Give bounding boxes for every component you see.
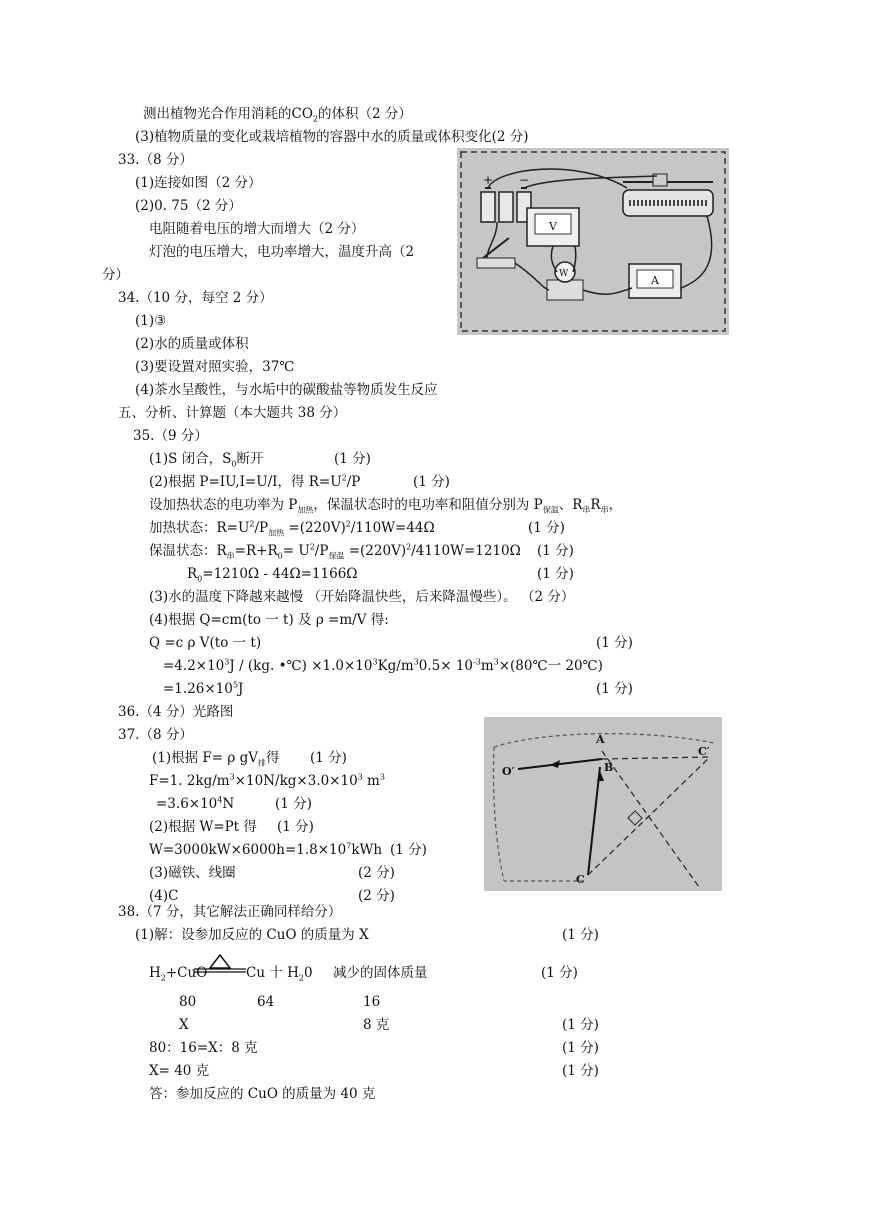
- text-line: 设加热状态的电功率为 $P_{加热}$，保温状态时的电功率和阻值分别为 $P_{保温}$、$R_串R_串$，: [149, 497, 623, 515]
- switch-icon: [477, 238, 515, 268]
- text-line: 灯泡的电压增大，电功率增大，温度升高（2: [149, 244, 415, 260]
- text-line: (3)要设置对照实验，37℃: [135, 359, 295, 375]
- text-line: (1)解：设参加反应的 CuO 的质量为 X: [135, 927, 369, 943]
- score-mark: (1 分): [562, 1063, 599, 1079]
- lamp-icon: [547, 262, 583, 300]
- text-line: (1)S 闭合，$S_0$断开: [149, 451, 264, 469]
- score-mark: (1 分): [277, 819, 314, 835]
- question-35-header: 35.（9 分）: [133, 428, 208, 444]
- rheostat-icon: [623, 174, 713, 216]
- svg-text:B: B: [604, 761, 614, 774]
- text-line: $=4.2\times 10^3J / (kg$. •℃) $\times 1.0\times 10^3Kg/m^30.5\times$ $10^{-3}m^3\times(80℃$一 20℃): [163, 657, 603, 674]
- score-mark: (1 分): [310, 750, 347, 766]
- svg-text:+: +: [483, 173, 494, 187]
- text-line: $=3.6\times 10^4N$: [156, 795, 235, 812]
- text-line: F=1. $2kg/m^3\times 10N/kg\times 3.0\times 10^3$ $m^3$: [149, 772, 385, 789]
- text-line: (4)茶水呈酸性，与水垢中的碳酸盐等物质发生反应: [135, 382, 438, 398]
- svg-text:O′: O′: [502, 765, 515, 778]
- svg-text:C: C: [576, 873, 585, 886]
- svg-text:V: V: [549, 220, 557, 233]
- score-mark: (1 分): [562, 1040, 599, 1056]
- text-line: 分）: [102, 267, 129, 283]
- score-mark: (1 分): [562, 927, 599, 943]
- chemical-equation: $H_2+CuO$: [149, 965, 208, 983]
- svg-text:A: A: [596, 733, 605, 746]
- question-34-header: 34.（10 分，每空 2 分）: [118, 290, 273, 306]
- text-line: 测出植物光合作用消耗的$CO_2$的体积（2 分）: [143, 106, 412, 124]
- text-line: 16: [363, 994, 381, 1010]
- score-mark: (1 分): [390, 842, 427, 858]
- score-mark: (1 分): [275, 796, 312, 812]
- question-36-header: 36.（4 分）光路图: [118, 704, 234, 720]
- svg-text:−: −: [519, 173, 530, 187]
- score-mark: (1 分): [596, 635, 633, 651]
- voltmeter-icon: [527, 208, 579, 246]
- score-mark: (2 分): [358, 865, 395, 881]
- text-line: (1)③: [135, 313, 167, 329]
- svg-text:A: A: [651, 274, 659, 287]
- text-line: 加热状态：$R=U^2/P_{加热} =(220V)^2/110W=44\Omega$: [149, 519, 435, 538]
- chemical-equation-products: Cu 十 $H_20$: [246, 965, 313, 983]
- question-33-header: 33.（8 分）: [118, 152, 193, 168]
- text-line: (2)根据 W=Pt 得: [149, 819, 257, 835]
- score-mark: (1 分): [528, 520, 565, 536]
- score-mark: (1 分): [334, 451, 371, 467]
- text-line: 80：16=X：8 克: [149, 1040, 258, 1056]
- text-line: (2)0. 75（2 分）: [135, 198, 242, 214]
- section-heading: 五、分析、计算题（本大题共 38 分）: [118, 405, 347, 421]
- score-mark: (1 分): [596, 681, 633, 697]
- text-line: (1)连接如图（2 分）: [135, 175, 262, 191]
- text-line: 64: [257, 994, 275, 1010]
- text-line: 8 克: [363, 1017, 390, 1033]
- text-line: (4)C: [149, 888, 179, 904]
- battery-icon: [481, 173, 531, 222]
- score-mark: (1 分): [562, 1017, 599, 1033]
- ammeter-icon: [629, 264, 681, 298]
- text-line: 保温状态：$R_串=R+R_0= U^2/P_{保温} =(220V)^2/4110W=1210\Omega$: [149, 542, 521, 561]
- text-line: (1)根据 F= ρ $gV_排$得: [152, 750, 280, 768]
- circuit-diagram-figure: [457, 148, 729, 335]
- text-line: (3)水的温度下降越来越慢 （开始降温快些，后来降温慢些）。 （2 分）: [149, 589, 575, 605]
- score-mark: (2 分): [358, 888, 395, 904]
- text-line: (2)水的质量或体积: [135, 336, 249, 352]
- text-line: X= 40 克: [149, 1063, 210, 1079]
- text-line: (2)根据 P=IU,I=U/I，得 $R=U^2/P$: [149, 473, 361, 490]
- text-line: X: [179, 1017, 189, 1033]
- text-line: (3)磁铁、线圈: [149, 865, 236, 881]
- text-line: $R_0=1210\Omega - 44\Omega=1166\Omega$: [187, 566, 358, 584]
- heating-condition-symbol: [194, 952, 246, 974]
- text-line: (3)植物质量的变化或栽培植物的容器中水的质量或体积变化(2 分): [135, 129, 529, 145]
- text-line: Q =c ρ V(to 一 t): [149, 635, 262, 651]
- question-38-header: 38.（7 分，其它解法正确同样给分）: [118, 904, 342, 920]
- question-37-header: 37.（8 分）: [118, 727, 193, 743]
- text-line: 80: [179, 994, 197, 1010]
- score-mark: (1 分): [537, 543, 574, 559]
- answer-line: 答：参加反应的 CuO 的质量为 40 克: [149, 1086, 376, 1102]
- text-line: $W=3000kW\times 6000h=1.8\times 10^7kWh$: [149, 841, 383, 858]
- score-mark: (1 分): [537, 566, 574, 582]
- score-mark: (1 分): [413, 474, 450, 490]
- svg-text:C′: C′: [698, 745, 710, 758]
- text-line: $=1.26\times 10^5J$: [163, 680, 244, 697]
- text-line: 电阻随着电压的增大而增大（2 分）: [149, 221, 365, 237]
- light-path-figure: [484, 717, 722, 891]
- score-mark: (1 分): [541, 965, 578, 981]
- svg-text:W: W: [559, 269, 569, 279]
- text-line: 减少的固体质量: [333, 965, 428, 981]
- text-line: (4)根据 Q=cm(to 一 t) 及 ρ =m/V 得:: [149, 612, 389, 628]
